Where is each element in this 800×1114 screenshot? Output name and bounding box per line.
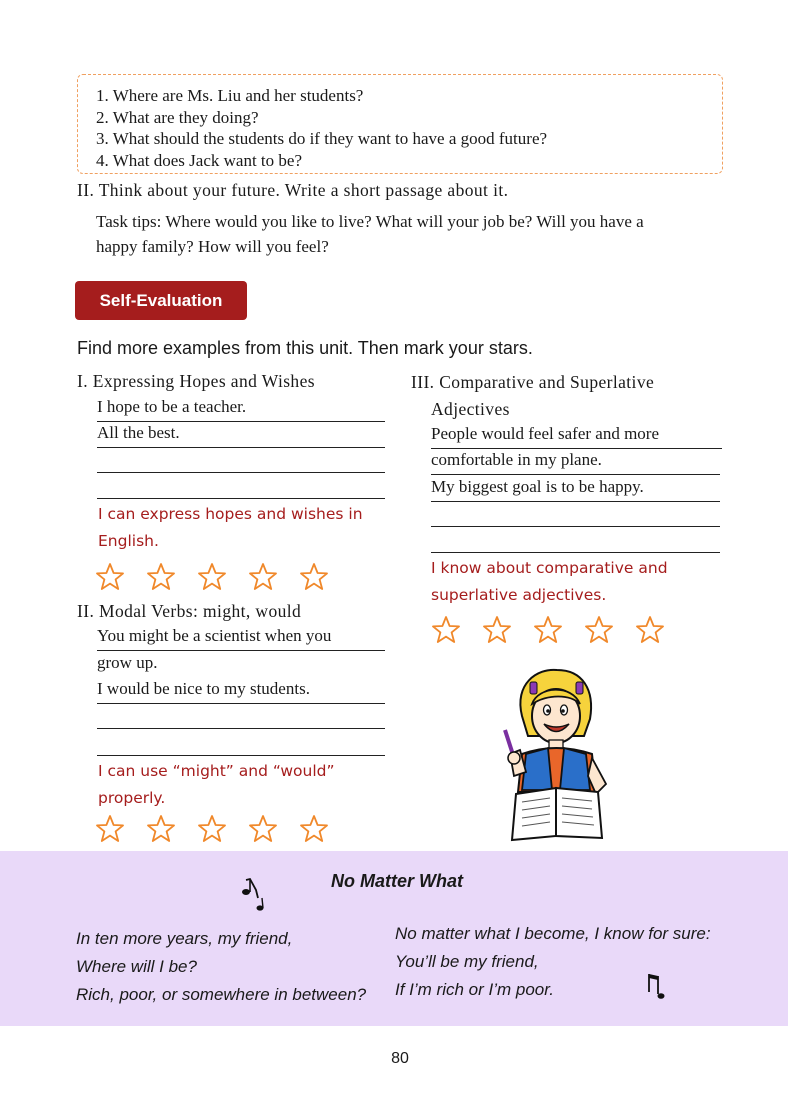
- song-right-line-2: You’ll be my friend,: [395, 952, 539, 971]
- section3-line-5[interactable]: [431, 526, 720, 553]
- question-1: 1. Where are Ms. Liu and her students?: [96, 86, 364, 105]
- section3-line-3[interactable]: My biggest goal is to be happy.: [431, 475, 720, 502]
- music-note-icon: [240, 876, 266, 914]
- section1-can-do: [98, 501, 363, 555]
- question-3: 3. What should the students do if they want to have a good future?: [96, 129, 548, 148]
- star-icon[interactable]: [197, 562, 227, 592]
- star-icon[interactable]: [635, 615, 665, 645]
- section1-can-do-line-1: I can express hopes and wishes in: [98, 505, 363, 523]
- section2-line-2[interactable]: grow up.: [97, 653, 158, 672]
- girl-reading-illustration: [492, 664, 617, 844]
- section2-line-3[interactable]: I would be nice to my students.: [97, 677, 385, 704]
- star-icon[interactable]: [248, 814, 278, 844]
- song-left-verse: [76, 925, 366, 1009]
- section2-can-do: [98, 758, 335, 812]
- section3-line-2[interactable]: comfortable in my plane.: [431, 448, 720, 475]
- section2-heading: II. Modal Verbs: might, would: [77, 601, 302, 621]
- song-title: No Matter What: [331, 871, 463, 891]
- section2-can-do-line-1: I can use “might” and “would”: [98, 762, 335, 780]
- section1-star-rating: [95, 562, 329, 592]
- star-icon[interactable]: [248, 562, 278, 592]
- star-icon[interactable]: [146, 562, 176, 592]
- section1-line-4[interactable]: [97, 472, 385, 499]
- section2-star-rating: [95, 814, 329, 844]
- section1-heading: I. Expressing Hopes and Wishes: [77, 371, 315, 391]
- song-left-line-1: In ten more years, my friend,: [76, 929, 293, 948]
- section2-line-1[interactable]: You might be a scientist when you: [97, 624, 385, 651]
- star-icon[interactable]: [431, 615, 461, 645]
- song-left-line-3: Rich, poor, or somewhere in between?: [76, 985, 367, 1004]
- double-note-icon: [644, 970, 668, 1002]
- section3-line-4[interactable]: [431, 500, 720, 527]
- star-icon[interactable]: [299, 562, 329, 592]
- star-icon[interactable]: [482, 615, 512, 645]
- section1-line-1[interactable]: I hope to be a teacher.: [97, 395, 385, 422]
- section3-can-do-line-2: superlative adjectives.: [431, 586, 607, 604]
- section2-line-5[interactable]: [97, 729, 385, 756]
- star-icon[interactable]: [95, 814, 125, 844]
- task-tips: [96, 209, 736, 259]
- section2-can-do-line-2: properly.: [98, 789, 166, 807]
- section1-can-do-line-2: English.: [98, 532, 159, 550]
- song-right-line-3: If I’m rich or I’m poor.: [395, 980, 555, 999]
- section2-line-4[interactable]: [97, 702, 385, 729]
- task-tips-line-1: Task tips: Where would you like to live? What will your job be? Will you have a: [96, 212, 644, 231]
- section3-can-do-line-1: I know about comparative and: [431, 559, 668, 577]
- self-evaluation-intro: Find more examples from this unit. Then mark your stars.: [77, 338, 533, 358]
- self-evaluation-badge: Self-Evaluation: [75, 281, 247, 320]
- song-left-line-2: Where will I be?: [76, 957, 197, 976]
- section3-line-1[interactable]: People would feel safer and more: [431, 422, 722, 449]
- question-4: 4. What does Jack want to be?: [96, 151, 302, 170]
- star-icon[interactable]: [584, 615, 614, 645]
- star-icon[interactable]: [146, 814, 176, 844]
- star-icon[interactable]: [95, 562, 125, 592]
- section3-can-do: [431, 555, 668, 609]
- task-tips-line-2: happy family? How will you feel?: [96, 237, 329, 256]
- question-2: 2. What are they doing?: [96, 108, 259, 127]
- star-icon[interactable]: [197, 814, 227, 844]
- page-number: 80: [391, 1050, 409, 1067]
- section3-heading-line-1: III. Comparative and Superlative: [411, 372, 655, 392]
- section1-line-3[interactable]: [97, 446, 385, 473]
- star-icon[interactable]: [299, 814, 329, 844]
- task2-heading: II. Think about your future. Write a short passage about it.: [77, 180, 509, 200]
- section1-line-2[interactable]: All the best.: [97, 421, 385, 448]
- star-icon[interactable]: [533, 615, 563, 645]
- section3-heading-line-2: Adjectives: [431, 399, 510, 419]
- section3-star-rating: [431, 615, 665, 645]
- song-right-line-1: No matter what I become, I know for sure:: [395, 924, 711, 943]
